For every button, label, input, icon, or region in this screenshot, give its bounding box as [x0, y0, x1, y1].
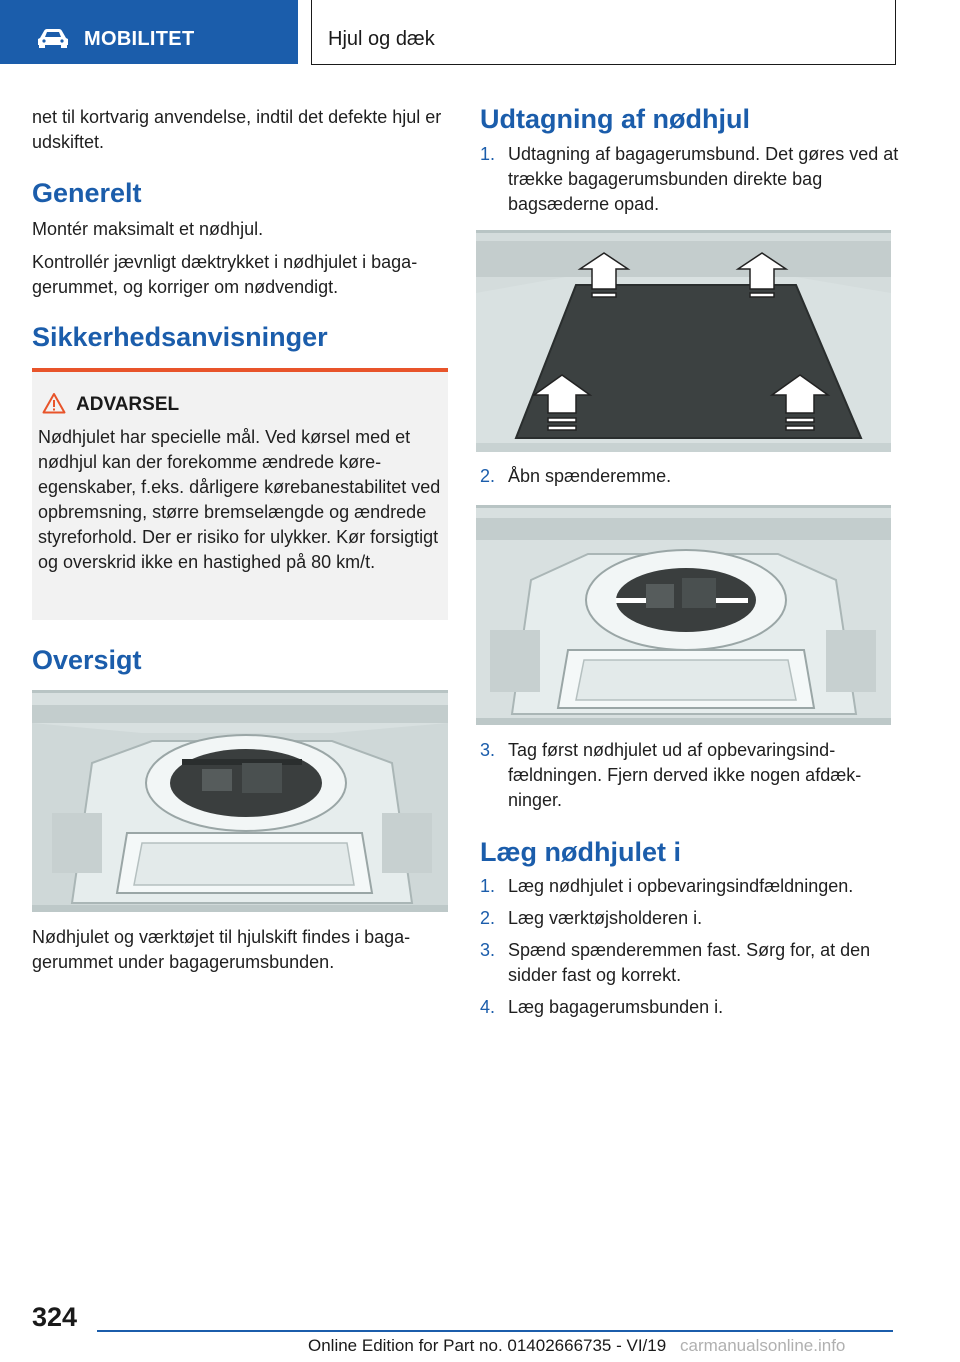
warning-text: Nødhjulet har specielle mål. Ved kørsel med et nødhjul kan der forekomme ændrede køreegenskaber, f.eks. dårligere kørebanestabilitet ved opbremsning, større bremselængde og ændrede styreforhold. Der er risiko for ulykker. Kør forsigtigt og overskrid ikke en hastighed på 80 km/t. — [38, 427, 441, 572]
page-number: 324 — [32, 1302, 78, 1332]
trunk-floor-lift-illustration — [476, 230, 891, 452]
warning-box — [32, 368, 448, 620]
step-text: Læg værktøjsholderen i. — [508, 908, 703, 928]
warning-triangle-icon — [42, 392, 66, 414]
section-label: MOBILITET — [84, 28, 195, 50]
heading-insert: Læg nødhjulet i — [480, 837, 681, 867]
generelt-paragraph-1: Montér maksimalt et nødhjul. — [32, 219, 264, 239]
step-number: 1. — [480, 876, 496, 896]
step-number: 1. — [480, 144, 496, 164]
watermark: carmanualsonline.info — [680, 1336, 846, 1355]
step-number: 4. — [480, 997, 496, 1017]
oversigt-caption: Nødhjulet og værktøjet til hjulskift findes i bagagerummet under bagagerumsbunden. — [32, 927, 411, 972]
chapter-header — [311, 0, 896, 65]
heading-safety: Sikkerhedsanvisninger — [32, 322, 328, 352]
generelt-paragraph-2: Kontrollér jævnligt dæktrykket i nødhjulet i bagagerummet, og korriger om nødvendigt. — [32, 252, 418, 297]
step-number: 3. — [480, 740, 496, 760]
heading-removal: Udtagning af nødhjul — [480, 104, 750, 134]
intro-paragraph: net til kortvarig anvendelse, indtil det defekte hjul er udskiftet. — [32, 107, 442, 152]
step-number: 2. — [480, 908, 496, 928]
step-text: Udtagning af bagagerumsbund. Det gøres ved at trække bagagerumsbunden direkte bag bagsæderne opad. — [508, 144, 899, 214]
heading-generelt: Generelt — [32, 178, 142, 208]
footer-divider — [97, 1330, 893, 1332]
section-tab-mobilitet[interactable] — [0, 0, 298, 64]
spare-wheel-overview-illustration — [32, 690, 448, 912]
car-icon — [36, 28, 70, 48]
step-text: Spænd spænderemmen fast. Sørg for, at den sidder fast og korrekt. — [508, 940, 871, 985]
step-text: Læg nødhjulet i opbevaringsindfældningen. — [508, 876, 854, 896]
step-text: Åbn spænderemme. — [508, 466, 672, 486]
warning-title: ADVARSEL — [76, 394, 180, 415]
heading-oversigt: Oversigt — [32, 645, 142, 675]
chapter-title: Hjul og dæk — [328, 28, 435, 50]
step-number: 2. — [480, 466, 496, 486]
step-text: Tag først nødhjulet ud af opbevaringsindfældningen. Fjern derved ikke nogen afdækninger. — [508, 740, 862, 810]
edition-text: Online Edition for Part no. 01402666735 - VI/19 — [308, 1336, 667, 1355]
step-text: Læg bagagerumsbunden i. — [508, 997, 724, 1017]
step-number: 3. — [480, 940, 496, 960]
spare-wheel-straps-illustration — [476, 505, 891, 725]
